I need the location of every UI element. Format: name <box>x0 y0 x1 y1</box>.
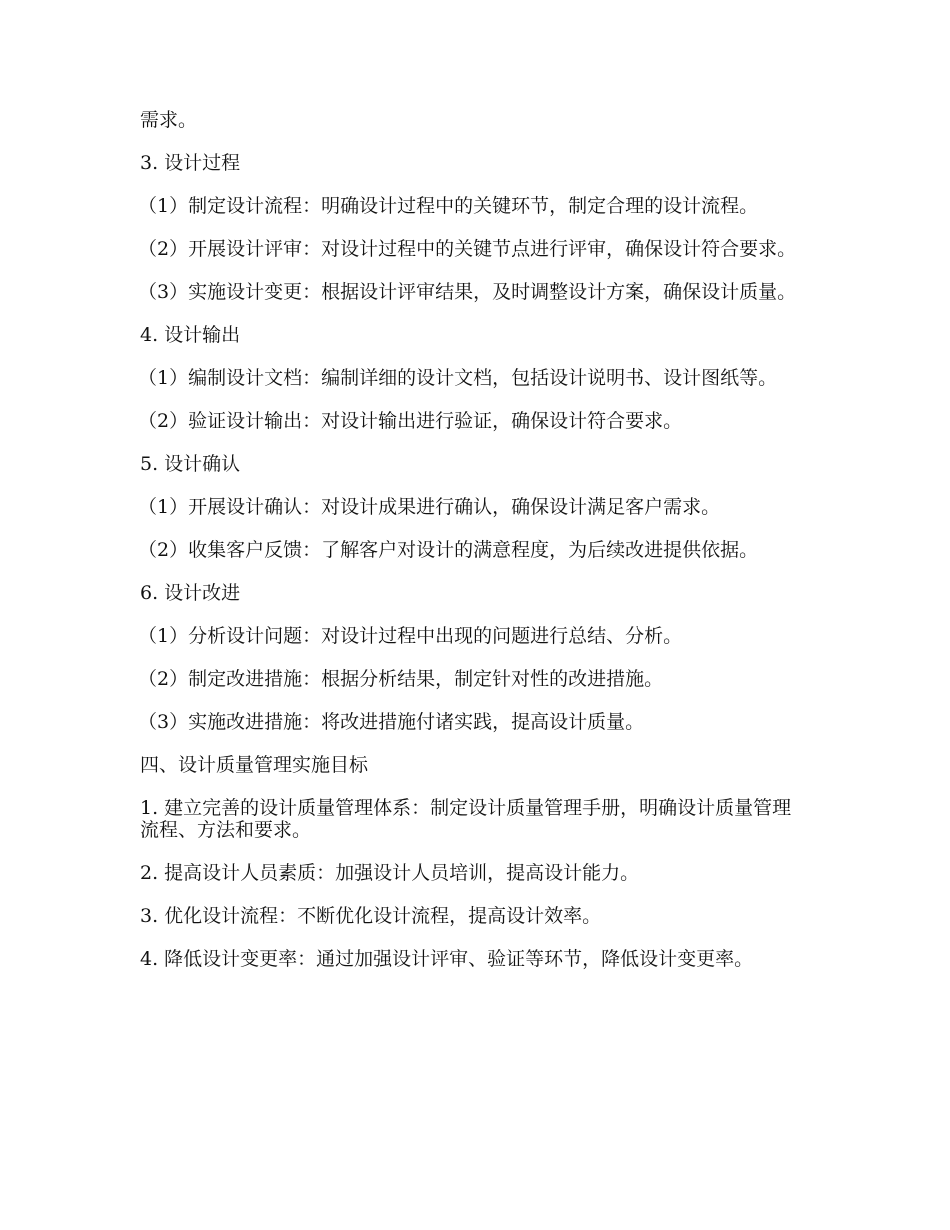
goal-item: 1. 建立完善的设计质量管理体系：制定设计质量管理手册，明确设计质量管理流程、方法和要求。 <box>140 797 792 841</box>
list-item: （3）实施改进措施：将改进措施付诸实践，提高设计质量。 <box>138 711 645 733</box>
list-item: （2）验证设计输出：对设计输出进行验证，确保设计符合要求。 <box>138 410 683 432</box>
document-page <box>140 109 808 991</box>
list-item: （1）开展设计确认：对设计成果进行确认，确保设计满足客户需求。 <box>138 496 721 518</box>
list-item: （1）分析设计问题：对设计过程中出现的问题进行总结、分析。 <box>138 625 683 647</box>
goal-item: 2. 提高设计人员素质：加强设计人员培训，提高设计能力。 <box>140 862 640 884</box>
heading-design-process: 3. 设计过程 <box>140 152 241 174</box>
heading-design-output: 4. 设计输出 <box>140 324 241 346</box>
list-item: （1）编制设计文档：编制详细的设计文档，包括设计说明书、设计图纸等。 <box>138 367 778 389</box>
goal-item: 3. 优化设计流程：不断优化设计流程，提高设计效率。 <box>140 905 602 927</box>
list-item: （2）制定改进措施：根据分析结果，制定针对性的改进措施。 <box>138 668 664 690</box>
list-item: （2）开展设计评审：对设计过程中的关键节点进行评审，确保设计符合要求。 <box>138 238 797 260</box>
goal-item: 4. 降低设计变更率：通过加强设计评审、验证等环节，降低设计变更率。 <box>140 948 754 970</box>
heading-design-confirmation: 5. 设计确认 <box>140 453 241 475</box>
heading-design-improvement: 6. 设计改进 <box>140 582 241 604</box>
paragraph-continuation: 需求。 <box>140 109 198 131</box>
section-heading-goals: 四、设计质量管理实施目标 <box>140 754 369 776</box>
list-item: （2）收集客户反馈：了解客户对设计的满意程度，为后续改进提供依据。 <box>138 539 759 561</box>
list-item: （1）制定设计流程：明确设计过程中的关键环节，制定合理的设计流程。 <box>138 195 759 217</box>
list-item: （3）实施设计变更：根据设计评审结果，及时调整设计方案，确保设计质量。 <box>138 281 797 303</box>
